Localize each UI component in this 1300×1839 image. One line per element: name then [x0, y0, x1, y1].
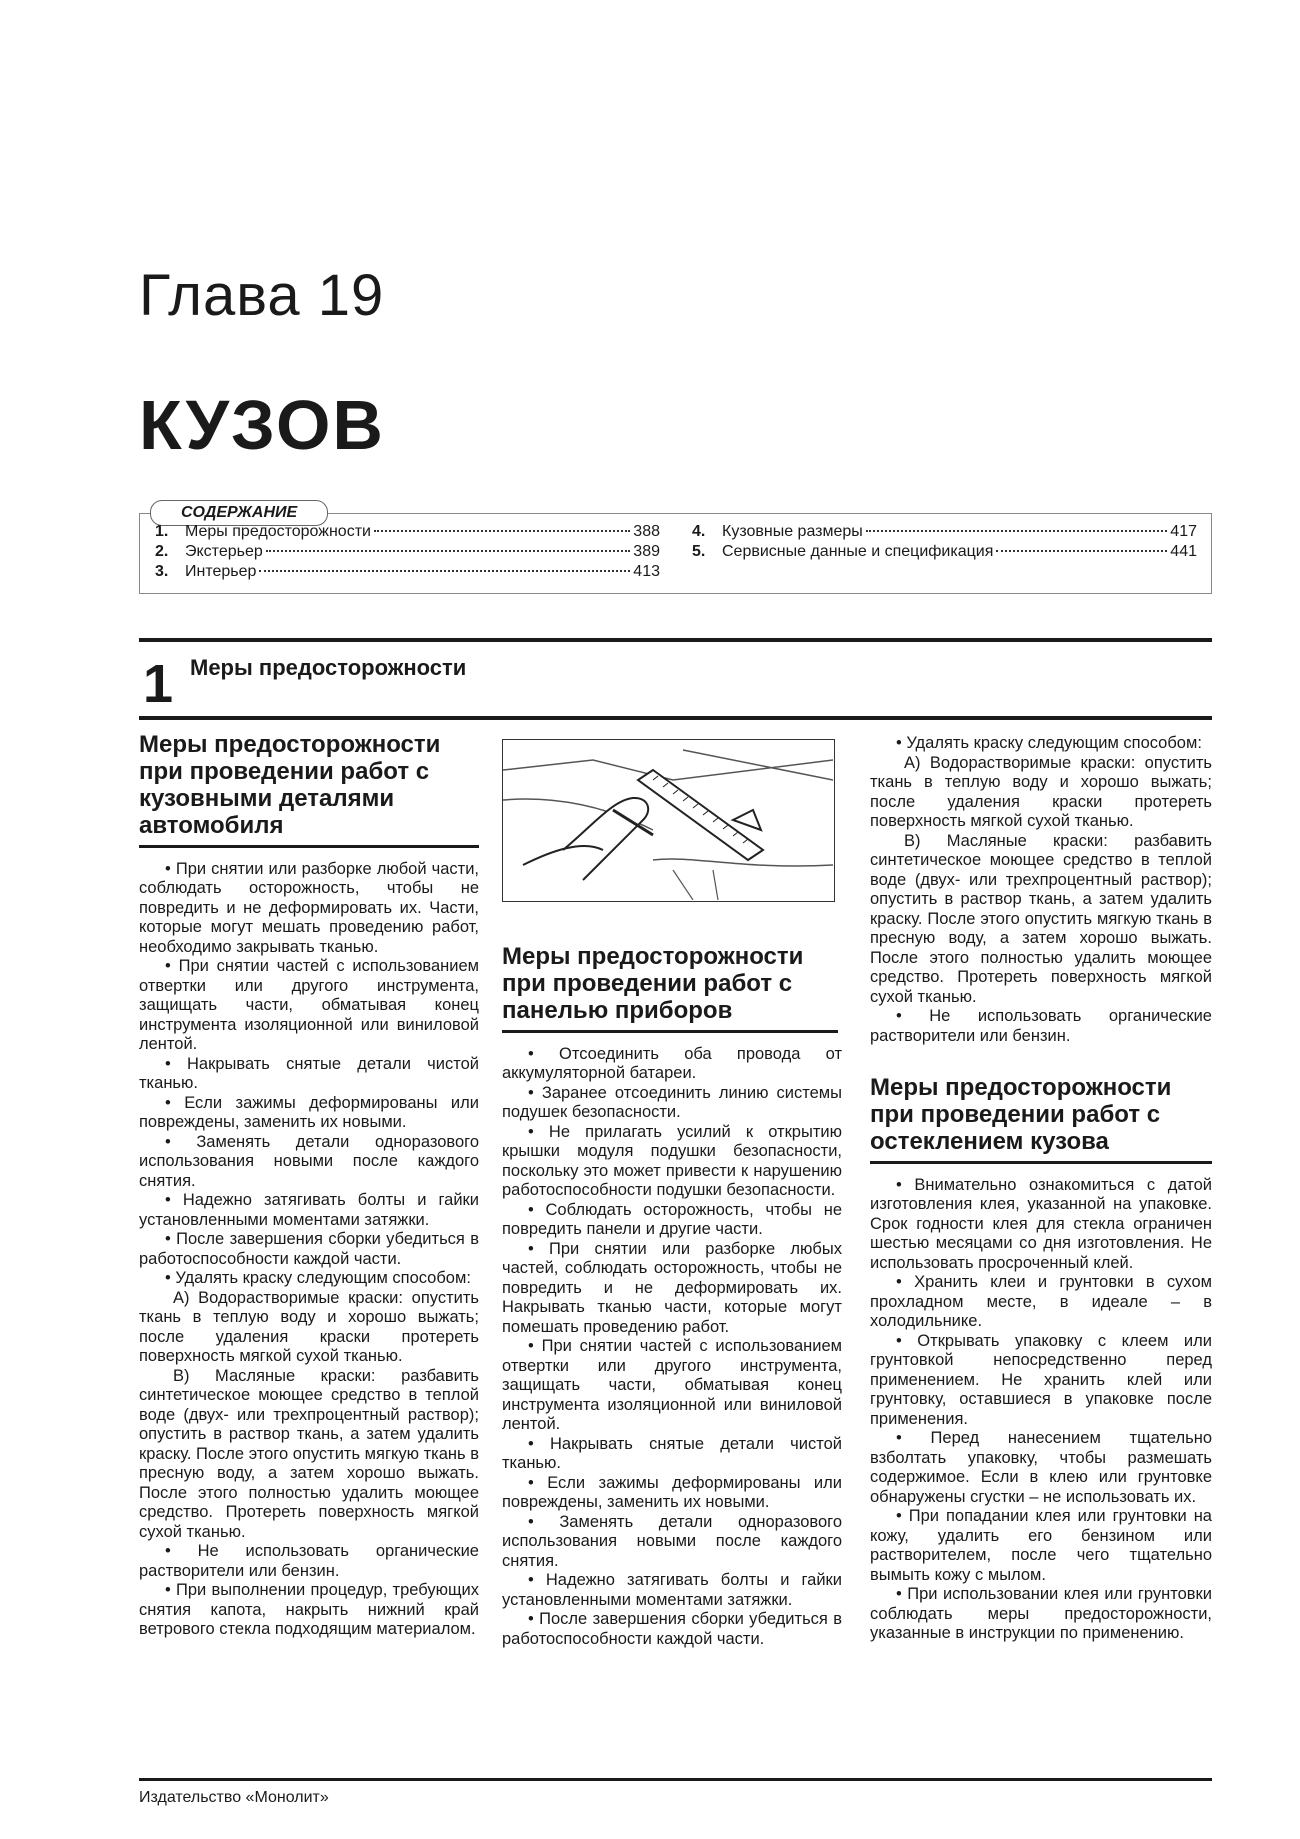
- column-text: [139, 860, 479, 1640]
- footer-rule: [139, 1778, 1212, 1781]
- paragraph: • При снятии или разборке любых частей, соблюдать осторожность, чтобы не повредить и не деформировать их. Накрывать тканью части, которые могут помешать проведению работ.: [502, 1239, 842, 1336]
- figure-illustration: [502, 739, 835, 902]
- paragraph: В) Масляные краски: разбавить синтетическое моющее средство в теплой воде (двух- или трехпроцентный раствор); опустить в раствор ткань, а затем удалить краску. После этого опустить мягкую ткань в пресную воду, а затем хорошо выжать. После этого полностью удалить моющее средство. Протереть поверхность мягкой сухой тканью.: [139, 1366, 479, 1541]
- toc-leader-dots: [266, 550, 631, 552]
- paragraph: • Открывать упаковку с клеем или грунтовкой непосредственно перед применением. Не хранить клей или грунтовку, оставшиеся в упаковке после применения.: [870, 1331, 1212, 1428]
- heading-underline: [139, 845, 479, 848]
- column-2: [502, 943, 842, 1649]
- paragraph: • При выполнении процедур, требующих снятия капота, накрыть нижний край ветрового стекла подходящим материалом.: [139, 1581, 479, 1638]
- paragraph: • При снятии частей с использованием отвертки или другого инструмента, защищать части, обматывая конец инструмента изоляционной или виниловой лентой.: [139, 957, 479, 1053]
- footer-publisher: Издательство «Монолит»: [139, 1789, 329, 1806]
- paragraph: • Накрывать снятые детали чистой тканью.: [139, 1054, 479, 1092]
- toc-entry-page: 441: [1170, 543, 1197, 560]
- paragraph: В) Масляные краски: разбавить синтетическое моющее средство в теплой воде (двух- или трехпроцентный раствор); опустить в раствор ткань, а затем удалить краску. После этого опустить мягкую ткань в пресную воду, а затем хорошо выжать. После этого полностью удалить моющее средство. Протереть поверхность мягкой сухой тканью.: [870, 831, 1212, 1006]
- paragraph: • При использовании клея или грунтовки соблюдать меры предосторожности, указанные в инструкции по применению.: [870, 1585, 1212, 1642]
- chapter-label: Глава 19: [139, 263, 385, 328]
- toc-entry-number: 1.: [155, 523, 169, 540]
- paragraph: • Надежно затягивать болты и гайки установленными моментами затяжки.: [139, 1191, 479, 1229]
- heading-underline: [502, 1030, 838, 1033]
- paragraph: • Заменять детали одноразового использования новыми после каждого снятия.: [502, 1512, 842, 1570]
- toc-heading: СОДЕРЖАНИЕ: [150, 500, 328, 526]
- toc-left-column: [155, 522, 660, 582]
- subsection-heading: Меры предосторожности при проведении работ с кузовными деталями автомобиля: [139, 731, 441, 839]
- toc-entry-number: 2.: [155, 543, 169, 560]
- subsection-heading: Меры предосторожности при проведении работ с панелью приборов: [502, 943, 804, 1024]
- toc-entry[interactable]: [155, 562, 660, 582]
- toc-entry-page: 389: [633, 543, 660, 560]
- paragraph: • Перед нанесением тщательно взболтать упаковку, чтобы размешать содержимое. Если в клею или грунтовке обнаружены сгустки – не использовать их.: [870, 1429, 1212, 1506]
- toc-entry-number: 3.: [155, 563, 169, 580]
- toc-entry-title: Кузовные размеры: [722, 523, 863, 540]
- paragraph: • Заранее отсоединить линию системы подушек безопасности.: [502, 1083, 842, 1121]
- toc-entry-title: Сервисные данные и спецификация: [722, 543, 994, 560]
- paragraph: • При снятии или разборке любой части, соблюдать осторожность, чтобы не повредить и не деформировать их. Части, которые могут мешать проведению работ, необходимо закрывать тканью.: [139, 859, 479, 956]
- section-top-rule: [139, 638, 1212, 642]
- column-text: [870, 734, 1212, 1046]
- toc-leader-dots: [259, 570, 630, 572]
- toc-leader-dots: [374, 530, 630, 532]
- toc-entry[interactable]: [692, 542, 1197, 562]
- toc-entry[interactable]: [692, 522, 1197, 542]
- paragraph: • После завершения сборки убедиться в работоспособности каждой части.: [139, 1230, 479, 1268]
- paragraph: • При попадании клея или грунтовки на кожу, удалить его бензином или растворителем, после чего тщательно вымыть кожу с мылом.: [870, 1507, 1212, 1584]
- column-text: [502, 1045, 842, 1650]
- toc-right-column: [692, 522, 1197, 562]
- toc-leader-dots: [866, 530, 1167, 532]
- toc-entry-title: Меры предосторожности: [185, 523, 371, 540]
- heading-underline: [870, 1161, 1212, 1164]
- paragraph: • Надежно затягивать болты и гайки установленными моментами затяжки.: [502, 1571, 842, 1609]
- paragraph: • Не использовать органические растворители или бензин.: [870, 1007, 1212, 1045]
- section-number: 1: [143, 654, 174, 714]
- column-text: [870, 1176, 1212, 1644]
- dashboard-panel-removal-illustration: [503, 740, 833, 900]
- paragraph: • Не использовать органические растворители или бензин.: [139, 1542, 479, 1580]
- toc-entry-number: 4.: [692, 523, 706, 540]
- paragraph: • Накрывать снятые детали чистой тканью.: [502, 1434, 842, 1472]
- section-title: Меры предосторожности: [190, 655, 467, 680]
- paragraph: • Хранить клеи и грунтовки в сухом прохладном месте, в идеале – в холодильнике.: [870, 1273, 1212, 1330]
- column-3: [870, 734, 1212, 1644]
- chapter-title: КУЗОВ: [139, 386, 385, 464]
- paragraph: • Внимательно ознакомиться с датой изготовления клея, указанной на упаковке. Срок годности клея для стекла ограничен шестью месяцами со дня изготовления. Не использовать просроченный клей.: [870, 1175, 1212, 1272]
- paragraph: • После завершения сборки убедиться в работоспособности каждой части.: [502, 1610, 842, 1648]
- paragraph: • Если зажимы деформированы или повреждены, заменить их новыми.: [139, 1093, 479, 1131]
- paragraph: • Заменять детали одноразового использования новыми после каждого снятия.: [139, 1132, 479, 1190]
- paragraph: • Удалять краску следующим способом:: [896, 734, 1202, 752]
- paragraph: • Если зажимы деформированы или повреждены, заменить их новыми.: [502, 1473, 842, 1511]
- toc-entry-number: 5.: [692, 543, 706, 560]
- toc-entry[interactable]: [155, 542, 660, 562]
- paragraph: А) Водорастворимые краски: опустить ткань в теплую воду и хорошо выжать; после удаления краски протереть поверхность мягкой сухой тканью.: [139, 1288, 479, 1365]
- toc-entry-title: Интерьер: [185, 563, 257, 580]
- subsection-heading: Меры предосторожности при проведении работ с остеклением кузова: [870, 1074, 1172, 1155]
- toc-entry-page: 413: [633, 563, 660, 580]
- paragraph: • Не прилагать усилий к открытию крышки модуля подушки безопасности, поскольку это может привести к нарушению работоспособности подушки безопасности.: [502, 1122, 842, 1199]
- toc-entry[interactable]: [155, 522, 660, 542]
- paragraph: • При снятии частей с использованием отвертки или другого инструмента, защищать части, обматывая конец инструмента изоляционной или виниловой лентой.: [502, 1337, 842, 1433]
- toc-entry-title: Экстерьер: [185, 543, 263, 560]
- paragraph: • Соблюдать осторожность, чтобы не повредить панели и другие части.: [502, 1200, 842, 1238]
- paragraph: • Удалять краску следующим способом:: [165, 1269, 471, 1287]
- toc-entry-page: 417: [1170, 523, 1197, 540]
- paragraph: • Отсоединить оба провода от аккумуляторной батареи.: [502, 1044, 842, 1082]
- paragraph: А) Водорастворимые краски: опустить ткань в теплую воду и хорошо выжать; после удаления краски протереть поверхность мягкой сухой тканью.: [870, 753, 1212, 830]
- section-bottom-rule: [139, 716, 1212, 720]
- column-1: [139, 731, 479, 1640]
- toc-leader-dots: [996, 550, 1167, 552]
- toc-entry-page: 388: [633, 523, 660, 540]
